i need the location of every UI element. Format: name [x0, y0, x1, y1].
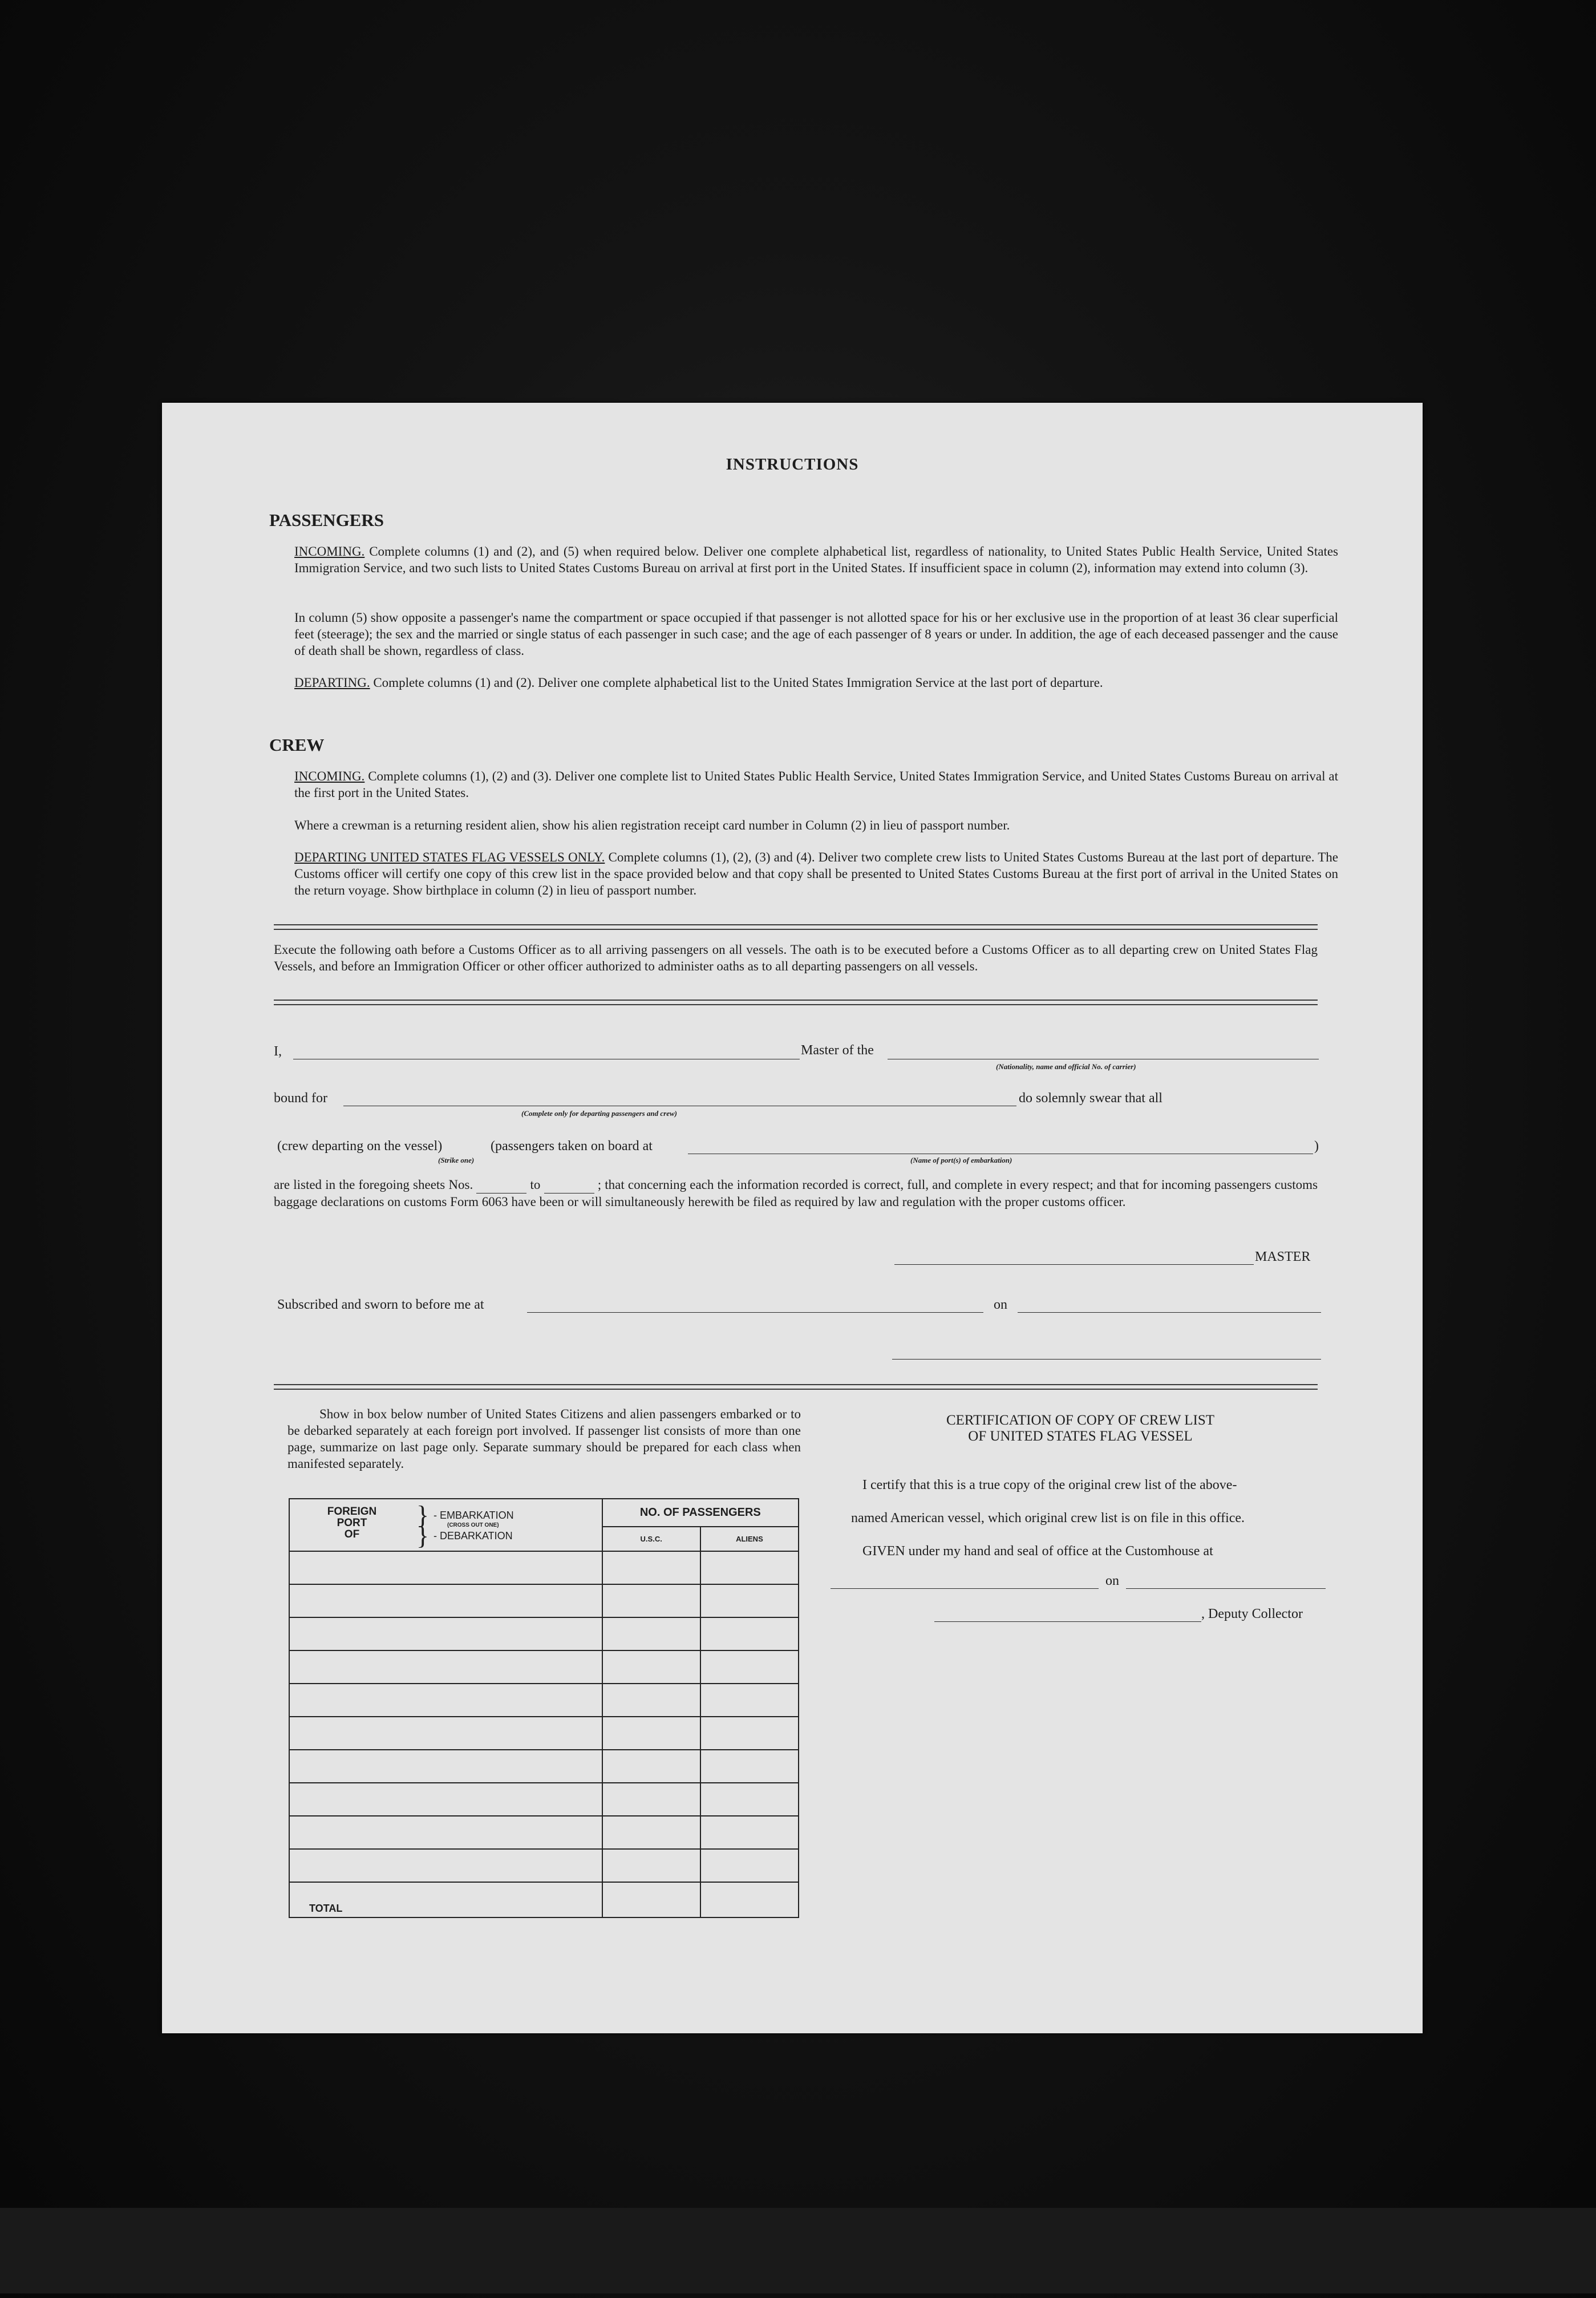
sworn-date-line[interactable]: [1018, 1312, 1321, 1313]
foreign-port-label: FOREIGN PORT OF: [327, 1506, 377, 1540]
aliens-cell[interactable]: [700, 1750, 799, 1783]
port-cell[interactable]: [289, 1717, 602, 1750]
master-label: MASTER: [1255, 1249, 1311, 1264]
oath-divider: [274, 1000, 1318, 1005]
passenger-summary-table: [289, 1498, 799, 1918]
port-cell[interactable]: [289, 1816, 602, 1849]
crew-incoming-label: INCOMING.: [294, 769, 365, 783]
oath-listed-paragraph: [274, 1176, 1318, 1210]
crew-departing-paragraph: [294, 849, 1338, 899]
certification-on-label: on: [1105, 1573, 1119, 1588]
crew-departing-option[interactable]: (crew departing on the vessel): [277, 1139, 443, 1154]
passengers-departing-paragraph: [294, 674, 1338, 691]
page-title: INSTRUCTIONS: [726, 455, 859, 474]
total-row: [289, 1882, 799, 1917]
master-signature-line[interactable]: [894, 1264, 1254, 1265]
table-row: [289, 1551, 799, 1584]
certification-title-line2: OF UNITED STATES FLAG VESSEL: [968, 1429, 1193, 1444]
certification-text-1: I certify that this is a true copy of the original crew list of the above-: [862, 1478, 1237, 1492]
brace-icon: } }: [416, 1500, 430, 1550]
usc-cell[interactable]: [602, 1717, 700, 1750]
port-cell[interactable]: [289, 1650, 602, 1684]
passengers-taken-option[interactable]: (passengers taken on board at: [491, 1139, 653, 1154]
port-cell[interactable]: [289, 1551, 602, 1584]
passengers-departing-text: Complete columns (1) and (2). Deliver one complete alphabetical list to the United States Immigration Service at the last port of departure.: [373, 675, 1103, 690]
sheet-to-field[interactable]: [544, 1176, 594, 1193]
aliens-cell[interactable]: [700, 1717, 799, 1750]
passengers-column5-paragraph: In column (5) show opposite a passenger's name the compartment or space occupied if that passenger is not allotted space for his or her exclusive use in the proportion of at least 36 clear superficial feet (steerage); the sex and the married or single status of each passenger in such case; and the age of each passenger of 8 years or under. In addition, the age of each deceased passenger and the cause of death shall be shown, regardless of class.: [294, 610, 1338, 658]
subscribed-label: Subscribed and sworn to before me at: [277, 1297, 484, 1312]
table-row: [289, 1717, 799, 1750]
oath-intro-paragraph: Execute the following oath before a Customs Officer as to all arriving passengers on all vessels. The oath is to be executed before a Customs Officer as to all departing crew on United States Flag Vessels, and before an Immigration Officer or other officer authorized to administer oaths as to all departing passengers on all vessels.: [274, 942, 1318, 973]
bound-for-label: bound for: [274, 1091, 327, 1106]
passengers-incoming-paragraph: [294, 543, 1338, 576]
aliens-cell[interactable]: [700, 1816, 799, 1849]
certification-date-line[interactable]: [1126, 1588, 1326, 1589]
section-divider: [274, 924, 1318, 930]
port-cell[interactable]: [289, 1684, 602, 1717]
aliens-cell[interactable]: [700, 1551, 799, 1584]
aliens-cell[interactable]: [700, 1617, 799, 1650]
aliens-total-cell[interactable]: [700, 1882, 799, 1917]
close-paren: ): [1314, 1139, 1319, 1154]
summary-instructions: Show in box below number of United States Citizens and alien passengers embarked or to be debarked separately at each foreign port involved. If passenger list consists of more than one page, summarize on last page only. Separate summary should be prepared for each class when manifested separately.: [287, 1407, 801, 1471]
total-label: TOTAL: [289, 1882, 602, 1917]
usc-cell[interactable]: [602, 1816, 700, 1849]
usc-cell[interactable]: [602, 1650, 700, 1684]
swear-text: do solemnly swear that all: [1019, 1091, 1162, 1106]
table-row: [289, 1684, 799, 1717]
sheet-from-field[interactable]: [476, 1176, 526, 1193]
aliens-cell[interactable]: [700, 1849, 799, 1882]
crew-incoming-paragraph: [294, 768, 1338, 801]
deputy-signature-line[interactable]: [934, 1621, 1201, 1622]
foreign-port-header: [289, 1499, 602, 1551]
usc-cell[interactable]: [602, 1783, 700, 1816]
film-edge-band: [0, 2208, 1596, 2293]
oath-i-label: I,: [274, 1044, 282, 1059]
certification-text-3: GIVEN under my hand and seal of office at the Customhouse at: [862, 1544, 1213, 1559]
certification-title-line1: CERTIFICATION OF COPY OF CREW LIST: [946, 1413, 1215, 1428]
passengers-departing-label: DEPARTING.: [294, 675, 370, 690]
form-page: [162, 403, 1423, 2033]
deputy-collector-label: , Deputy Collector: [1201, 1607, 1303, 1621]
port-cell[interactable]: [289, 1584, 602, 1617]
port-cell[interactable]: [289, 1750, 602, 1783]
aliens-cell[interactable]: [700, 1650, 799, 1684]
table-row: [289, 1650, 799, 1684]
table-row: [289, 1849, 799, 1882]
usc-cell[interactable]: [602, 1584, 700, 1617]
passengers-incoming-text: Complete columns (1) and (2), and (5) when required below. Deliver one complete alphabetical list, regardless of nationality, to United States Public Health Service, United States Immigration Service, and two such lists to United States Customs Bureau on arrival at first port in the United States. If insufficient space in column (2), information may extend into column (3).: [294, 544, 1338, 575]
aliens-cell[interactable]: [700, 1684, 799, 1717]
table-row: [289, 1617, 799, 1650]
certification-text-2: named American vessel, which original crew list is on file in this office.: [851, 1511, 1245, 1526]
embarkation-option[interactable]: - EMBARKATION: [434, 1510, 514, 1521]
sworn-place-line[interactable]: [527, 1312, 983, 1313]
master-of-label: Master of the: [801, 1043, 874, 1058]
customhouse-line[interactable]: [831, 1588, 1099, 1589]
crew-incoming-text: Complete columns (1), (2) and (3). Deliver one complete list to United States Public Health Service, United States Immigration Service, and United States Customs Bureau on arrival at the first port in the United States.: [294, 769, 1339, 800]
aliens-header: ALIENS: [700, 1527, 799, 1551]
port-cell[interactable]: [289, 1617, 602, 1650]
usc-cell[interactable]: [602, 1750, 700, 1783]
port-cell[interactable]: [289, 1783, 602, 1816]
nationality-caption: (Nationality, name and official No. of carrier): [996, 1062, 1136, 1071]
listed-to: to: [530, 1178, 541, 1192]
sworn-on-label: on: [994, 1297, 1007, 1312]
usc-cell[interactable]: [602, 1684, 700, 1717]
officer-signature-line[interactable]: [892, 1359, 1321, 1360]
lower-divider: [274, 1384, 1318, 1390]
listed-text-a: are listed in the foregoing sheets Nos.: [274, 1178, 473, 1192]
certification-title: [835, 1413, 1326, 1445]
usc-cell[interactable]: [602, 1849, 700, 1882]
complete-only-caption: (Complete only for departing passengers and crew): [521, 1109, 677, 1118]
cross-out-note: (CROSS OUT ONE): [447, 1522, 499, 1528]
table-row: [289, 1750, 799, 1783]
no-of-passengers-header: NO. OF PASSENGERS: [602, 1499, 799, 1527]
port-caption: (Name of port(s) of embarkation): [910, 1156, 1012, 1164]
usc-total-cell[interactable]: [602, 1882, 700, 1917]
port-cell[interactable]: [289, 1849, 602, 1882]
passengers-incoming-label: INCOMING.: [294, 544, 365, 559]
passengers-heading: PASSENGERS: [269, 510, 384, 530]
strike-one-caption: (Strike one): [438, 1156, 475, 1164]
listed-text-b: ; that concerning each the information recorded is correct, full, and complete in every respect; and that for incoming passengers customs baggage declarations on customs Form 6063 have been or will simultaneously herewith be filed as required by law and regulation with the proper customs officer.: [274, 1178, 1318, 1209]
debarkation-option[interactable]: - DEBARKATION: [434, 1530, 513, 1542]
table-row: [289, 1584, 799, 1617]
crew-departing-text: Complete columns (1), (2), (3) and (4). Deliver two complete crew lists to United States Customs Bureau at the last port of departure. The Customs officer will certify one copy of this crew list in the space provided below and that copy shall be presented to United States Customs Bureau at the first port of arrival in the United States on the return voyage. Show birthplace in column (2) in lieu of passport number.: [294, 850, 1339, 897]
crew-departing-label: DEPARTING UNITED STATES FLAG VESSELS ONLY.: [294, 850, 605, 864]
usc-header: U.S.C.: [602, 1527, 700, 1551]
table-row: [289, 1816, 799, 1849]
usc-cell[interactable]: [602, 1617, 700, 1650]
aliens-cell[interactable]: [700, 1584, 799, 1617]
usc-cell[interactable]: [602, 1551, 700, 1584]
aliens-cell[interactable]: [700, 1783, 799, 1816]
crew-heading: CREW: [269, 735, 325, 755]
table-row: [289, 1783, 799, 1816]
crew-resident-paragraph: Where a crewman is a returning resident alien, show his alien registration receipt card number in Column (2) in lieu of passport number.: [294, 818, 1010, 832]
